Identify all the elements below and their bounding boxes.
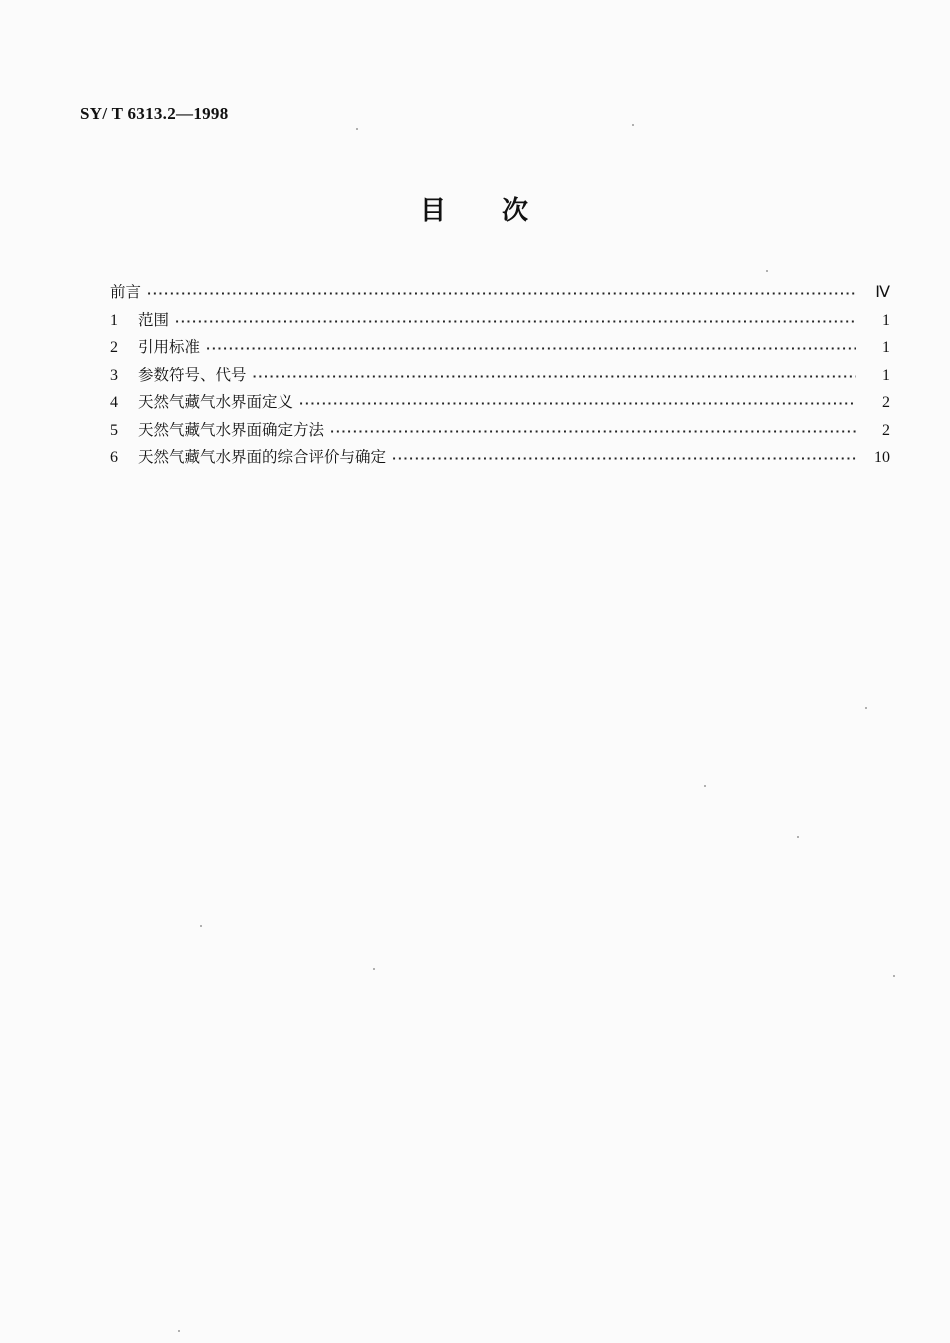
toc-entry-number: 1	[110, 311, 118, 329]
scan-speck	[373, 968, 375, 970]
scan-speck	[704, 785, 706, 787]
toc-title-part2: 次	[502, 196, 531, 226]
scan-speck	[797, 836, 799, 838]
toc-leader-dots	[147, 287, 856, 300]
toc-entry-4[interactable]	[110, 390, 890, 418]
toc-entry-number: 5	[110, 421, 118, 439]
scan-speck	[632, 124, 634, 126]
toc-entry-5[interactable]	[110, 418, 890, 446]
toc-entry-preface[interactable]	[110, 280, 890, 308]
toc-leader-dots	[330, 425, 856, 438]
toc-title-part1: 目	[419, 196, 448, 226]
toc-entry-2[interactable]	[110, 335, 890, 363]
toc-entry-label: 引用标准	[138, 338, 201, 356]
scan-speck	[200, 925, 202, 927]
scan-speck	[356, 128, 358, 130]
toc-entry-number: 4	[110, 394, 118, 411]
toc-entry-label: 参数符号、代号	[138, 365, 247, 384]
toc-entry-label: 前言	[110, 283, 142, 301]
toc-entry-1[interactable]	[110, 308, 890, 336]
toc-entry-3[interactable]	[110, 363, 890, 391]
toc-leader-dots	[175, 315, 856, 328]
toc-entry-page: 1	[882, 311, 890, 329]
toc-entry-label: 范围	[138, 310, 170, 329]
toc-list	[110, 280, 890, 473]
scan-speck	[865, 707, 867, 709]
toc-entry-label: 天然气藏气水界面定义	[138, 393, 294, 411]
scan-speck	[766, 270, 768, 272]
toc-entry-page: Ⅳ	[875, 284, 890, 301]
scan-speck	[893, 975, 895, 977]
toc-entry-number: 6	[110, 449, 118, 466]
toc-entry-page: 1	[882, 339, 890, 356]
toc-entry-page: 1	[882, 366, 890, 384]
toc-entry-number: 2	[110, 339, 118, 356]
toc-entry-page: 2	[882, 421, 890, 439]
scan-speck	[178, 1330, 180, 1332]
toc-entry-number: 3	[110, 366, 118, 384]
toc-leader-dots	[206, 342, 856, 355]
toc-leader-dots	[392, 452, 856, 465]
toc-entry-page: 10	[874, 449, 890, 466]
toc-entry-6[interactable]	[110, 445, 890, 473]
toc-entry-label: 天然气藏气水界面的综合评价与确定	[138, 448, 387, 466]
toc-leader-dots	[299, 397, 856, 410]
standard-code: SY/ T 6313.2—1998	[80, 104, 229, 123]
toc-leader-dots	[253, 370, 856, 383]
toc-entry-label: 天然气藏气水界面确定方法	[138, 420, 325, 439]
toc-entry-page: 2	[882, 394, 890, 411]
toc-title	[0, 190, 950, 227]
